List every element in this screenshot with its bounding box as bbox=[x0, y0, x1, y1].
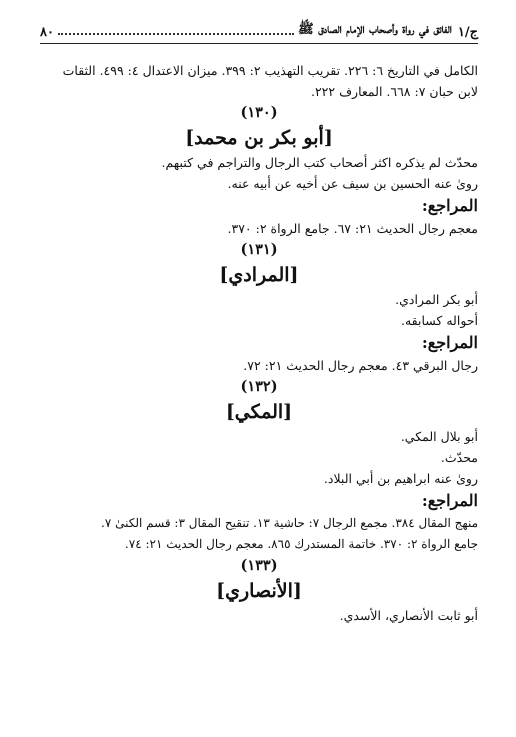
entry-line: أبو بلال المكي. bbox=[400, 429, 478, 444]
entry-name: [المكي] bbox=[225, 401, 293, 423]
header-book-title: الفائق في رواة وأصحاب الإمام الصادق ﷺ bbox=[298, 22, 452, 37]
entry-line: روىٰ عنه ابراهيم بن أبي البلاد. bbox=[323, 471, 478, 486]
page-body bbox=[40, 60, 478, 626]
entry-number: (١٣١) bbox=[240, 241, 278, 258]
reference-line: معجم رجال الحديث ٢١: ٦٧. جامع الرواة ٢: ٣٧٠. bbox=[227, 221, 478, 236]
reference-line: جامع الرواة ٢: ٣٧٠. خاتمة المستدرك ٨٦٥. معجم رجال الحديث ٢١: ٧٤. bbox=[124, 537, 478, 551]
entry-line: محدّث. bbox=[440, 450, 478, 465]
reference-line: رجال البرقي ٤٣. معجم رجال الحديث ٢١: ٧٢. bbox=[243, 358, 478, 373]
entry-line: روىٰ عنه الحسين بن سيف عن أخيه عن أبيه عنه. bbox=[227, 176, 478, 191]
header-page-number: ٨٠ bbox=[40, 25, 54, 40]
header-dot-leader bbox=[58, 32, 294, 35]
running-header bbox=[40, 14, 478, 44]
entry-line: أحواله كسابقه. bbox=[400, 313, 478, 328]
entry-line: أبو ثابت الأنصاري، الأسدي. bbox=[339, 608, 478, 623]
intro-line: لابن حبان ٧: ٦٦٨. المعارف ٢٢٢. bbox=[310, 84, 478, 99]
references-heading: المراجع: bbox=[421, 491, 478, 510]
entry-name: [أبو بكر بن محمد] bbox=[185, 127, 333, 149]
entry-number: (١٣٢) bbox=[240, 378, 278, 395]
entry-number: (١٣٠) bbox=[240, 104, 278, 121]
header-volume: ج/١ bbox=[457, 25, 478, 40]
intro-line: الكامل في التاريخ ٦: ٢٢٦. تقريب التهذيب ٢: ٣٩٩. ميزان الاعتدال ٤: ٤٩٩. الثقات bbox=[62, 63, 478, 78]
entry-number: (١٣٣) bbox=[240, 557, 278, 574]
reference-line: منهج المقال ٣٨٤. مجمع الرجال ٧: حاشية ١٣. تنقيح المقال ٣: قسم الكنىٰ ٧. bbox=[101, 516, 478, 530]
references-heading: المراجع: bbox=[421, 196, 478, 215]
references-heading: المراجع: bbox=[421, 333, 478, 352]
entry-line: محدّث لم يذكره اكثر أصحاب كتب الرجال والتراجم في كتبهم. bbox=[161, 155, 478, 170]
entry-name: [الأنصاري] bbox=[216, 580, 302, 602]
entry-name: [المرادي] bbox=[219, 264, 299, 286]
entry-line: أبو بكر المرادي. bbox=[395, 292, 478, 307]
